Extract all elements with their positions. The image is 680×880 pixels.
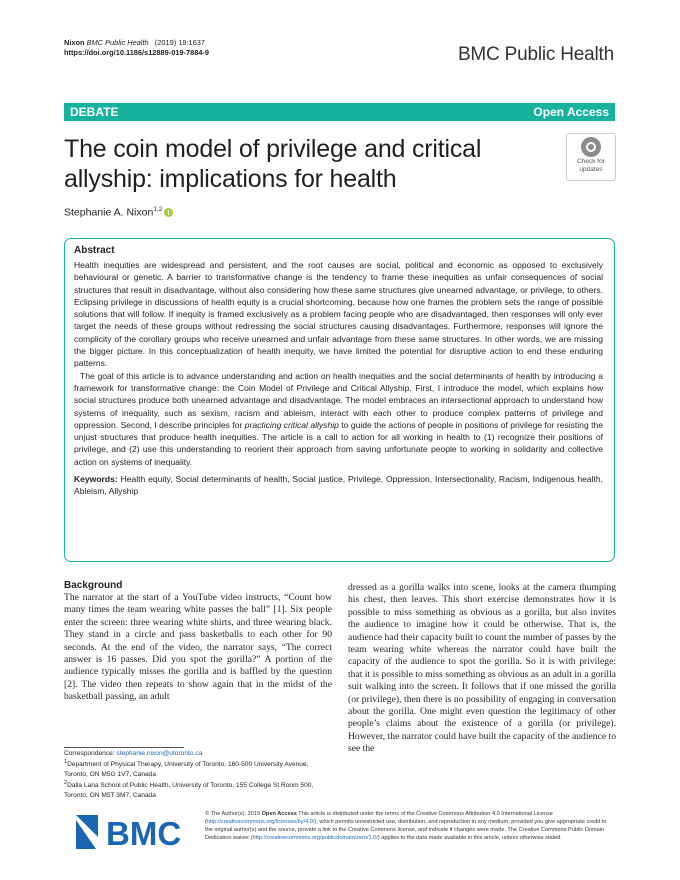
license-statement — [205, 811, 615, 843]
crossmark-icon — [581, 137, 601, 157]
citation-journal: BMC Public Health — [86, 38, 149, 47]
affiliation-1-mark: 1 — [64, 759, 68, 766]
bmc-logo-icon — [76, 812, 194, 852]
license-part-b: This article is distributed under the terms of the Creative Commons Attribution 4.0 International License ( — [205, 811, 553, 825]
abstract-box — [64, 238, 615, 562]
keywords-label: Keywords: — [74, 474, 118, 485]
open-access-label: Open Access — [533, 105, 609, 119]
footnotes — [64, 749, 332, 800]
check-updates-line1: Check for — [577, 158, 605, 165]
correspondence-line — [64, 749, 332, 758]
article-type-banner — [64, 103, 615, 121]
affiliation-2-text: Dalla Lana School of Public Health, University of Toronto, 155 College St Room 500, Toronto, ON M5T 3M7, Canada — [64, 782, 314, 799]
license-link-cc0[interactable]: http://creativecommons.org/publicdomain/zero/1.0/ — [252, 834, 378, 841]
correspondence-email-link[interactable]: stephanie.nixon@utoronto.ca — [116, 750, 203, 757]
license-part-a: © The Author(s). 2019 — [205, 811, 262, 817]
correspondence-label: Correspondence: — [64, 750, 117, 757]
affiliation-2 — [64, 779, 332, 800]
doi-link[interactable]: https://doi.org/10.1186/s12889-019-7884-9 — [64, 48, 210, 57]
abstract-heading: Abstract — [74, 245, 115, 256]
affiliation-1 — [64, 758, 332, 779]
body-paragraph-left: The narrator at the start of a YouTube video instructs, “Count how many times the team wearing white passes the ball” [1]. Six people enter the screen: three wearing white shirts, and three wearing black. They stand in a circle and pass basketballs to each other for 90 seconds. At the end of the video, the narrator says, “The correct answer is 16 passes. Did you spot the gorilla?” A portion of the audience typically misses the gorilla and is baffled by the question [2]. The video then repeats to show again that in the midst of the basketball passing, an adult — [64, 592, 332, 703]
journal-citation — [64, 38, 209, 58]
license-link-cc-by[interactable]: http://creativecommons.org/licenses/by/4.0/ — [206, 818, 315, 825]
abstract-paragraph-2 — [74, 370, 603, 468]
affiliation-2-mark: 2 — [64, 780, 68, 787]
orcid-icon[interactable] — [164, 208, 173, 217]
article-type-label: DEBATE — [70, 105, 119, 119]
keywords — [74, 473, 603, 498]
keywords-list: Health equity, Social determinants of health, Social justice, Privilege, Oppression, Intersectionality, Racism, Indigenous health, Ableism, Allyship — [74, 474, 603, 497]
abstract-paragraph-2-italic: practicing critical allyship — [244, 419, 339, 430]
section-heading-background: Background — [64, 580, 123, 591]
body-paragraph-right: dressed as a gorilla walks into scene, looks at the camera thumping his chest, then leaves. This short exercise demonstrates how it is possible to miss something as obvious as a gorilla, but also invites the audience to imagine how it could be otherwise. That is, the audience had their capacity built to count the number of passes by the team wearing white whereas the narrator could have built the capacity of the audience to spot the gorilla. So it is with privilege: that it is possible to miss something as obvious as an adult in a gorilla suit walking into the screen. It follows that if one missed the gorilla (or privilege), then there is no possibility of engaging in conversation about the gorilla. One might even question the legitimacy of other people’s claims about the existence of a gorilla (or privilege). However, the narrator could have built the capacity of the audience to see the — [348, 582, 616, 755]
author-line — [64, 206, 173, 219]
license-open-access: Open Access — [261, 811, 297, 817]
license-part-c: ), which permits unrestricted use, distribution, and reproduction in any medium, provided you give appropriate credit to the original author(s) and the source, provide a link to the Creative Commons license, and indicate if changes were made. The Creative Commons Public Domain Dedication waiver ( — [205, 818, 607, 841]
abstract-paragraph-2-part-b: to guide the actions of people in positions of privilege for resisting the unjust structures that produce health inequities. The article is a call to action for all working in health to (1) recognize their positions of privilege, and (2) use this understanding to reorient their approach from saving unfortunate people to working in solidarity and collective action on systems of inequality. — [74, 419, 603, 467]
abstract-paragraph-1: Health inequities are widespread and persistent, and the root causes are social, political and economic as opposed to exclusively behavioural or genetic. A barrier to transformative change is the tendency to frame these inequities as unfair consequences of social structures that result in disadvantage, without also considering how these same structures give unearned advantage, or privilege, to others. Eclipsing privilege in discussions of health equity is a crucial shortcoming, because how one frames the problem sets the range of possible solutions that will follow. If inequity is framed exclusively as a problem facing people who are disadvantaged, then responses will only ever target the needs of these groups without redressing the social structures causing disadvantages. Furthermore, responses will ignore the complicity of the corollary groups who receive unearned and unfair advantage from these same structures. In other words, we are missing the bigger picture. In this conceptualization of health inequity, we have limited the potential for disruptive action to end these enduring patterns. — [74, 260, 603, 369]
citation-year-volume: (2019) 19:1637 — [154, 38, 205, 47]
check-updates-line2: updates — [579, 166, 603, 173]
affiliation-1-text: Department of Physical Therapy, University of Toronto, 160-500 University Avenue, Toronto, ON M5G 1V7, Canada — [64, 761, 309, 778]
article-title: The coin model of privilege and critical allyship: implications for health — [64, 135, 482, 193]
body-column-right — [348, 582, 616, 756]
abstract-paragraph-2-part-a: The goal of this article is to advance understanding and action on health inequities and the social determinants of health by introducing a framework for transformative change: the Coin Model of Privilege and Critical Allyship. First, I introduce the model, which explains how social structures produce both unearned advantage and disadvantage. The model embraces an intersectional approach to understand how systems of inequality, such as sexism, racism and ableism, interact with each other to produce complex patterns of privilege and oppression. Second, I describe principles for — [74, 370, 603, 430]
license-part-d: ) applies to the data made available in this article, unless otherwise stated. — [377, 834, 562, 841]
bmc-logo-text: BMC — [106, 815, 182, 852]
author-name[interactable]: Stephanie A. Nixon — [64, 206, 154, 219]
body-column-left — [64, 579, 332, 704]
journal-name: BMC Public Health — [457, 44, 614, 65]
check-for-updates-button[interactable] — [566, 133, 616, 181]
citation-author: Nixon — [64, 38, 85, 47]
author-affiliation-marks: 1,2 — [153, 206, 163, 213]
footnote-divider — [64, 747, 184, 748]
